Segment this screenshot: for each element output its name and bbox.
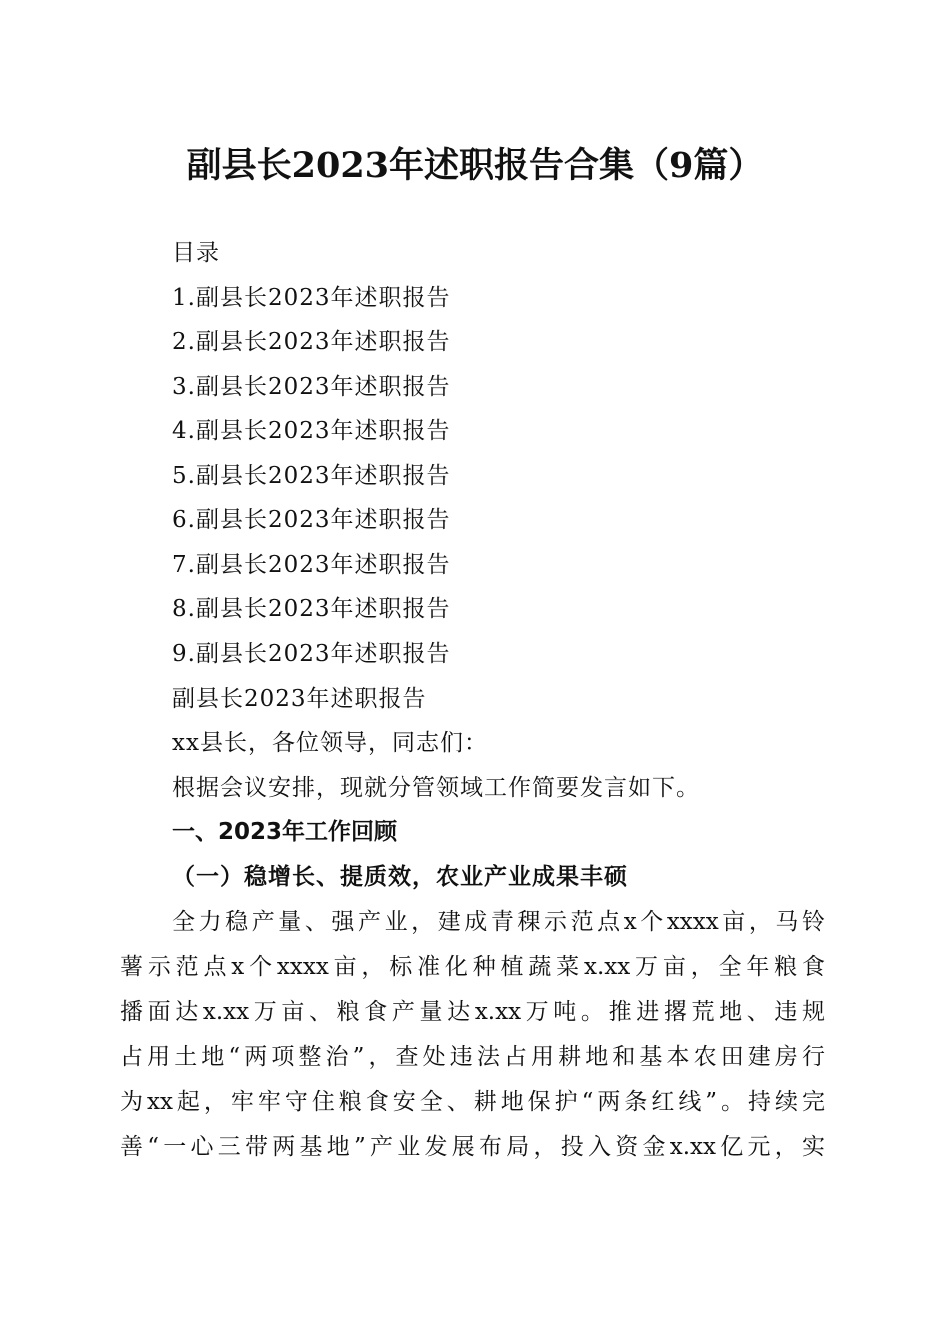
paragraph-line: 善“一心三带两基地”产业发展布局，投入资金x.xx亿元，实 [120,1134,825,1160]
toc-heading: 目录 [172,240,220,266]
section-heading: 一、2023年工作回顾 [172,819,398,845]
intro-paragraph: 根据会议安排，现就分管领域工作简要发言如下。 [172,775,700,801]
salutation: xx县长，各位领导，同志们： [172,730,488,756]
toc-item-3[interactable]: 3.副县长2023年述职报告 [172,374,451,400]
toc-item-6[interactable]: 6.副县长2023年述职报告 [172,507,451,533]
report-title: 副县长2023年述职报告 [172,686,427,712]
paragraph-line: 为xx起，牢牢守住粮食安全、耕地保护“两条红线”。持续完 [120,1089,825,1115]
paragraph-line: 占用土地“两项整治”，查处违法占用耕地和基本农田建房行 [120,1044,825,1070]
paragraph-line: 播面达x.xx万亩、粮食产量达x.xx万吨。推进撂荒地、违规 [120,999,825,1025]
toc-item-1[interactable]: 1.副县长2023年述职报告 [172,285,451,311]
toc-item-8[interactable]: 8.副县长2023年述职报告 [172,596,451,622]
toc-item-7[interactable]: 7.副县长2023年述职报告 [172,552,451,578]
paragraph-line: 薯示范点x个xxxx亩，标准化种植蔬菜x.xx万亩，全年粮食 [120,954,825,980]
subsection-heading: （一）稳增长、提质效，农业产业成果丰硕 [172,863,628,890]
toc-item-9[interactable]: 9.副县长2023年述职报告 [172,641,451,667]
toc-item-2[interactable]: 2.副县长2023年述职报告 [172,329,451,355]
document-title: 副县长2023年述职报告合集（9篇） [186,145,764,186]
paragraph-line: 全力稳产量、强产业，建成青稞示范点x个xxxx亩，马铃 [172,909,825,935]
toc-item-5[interactable]: 5.副县长2023年述职报告 [172,463,451,489]
toc-item-4[interactable]: 4.副县长2023年述职报告 [172,418,451,444]
